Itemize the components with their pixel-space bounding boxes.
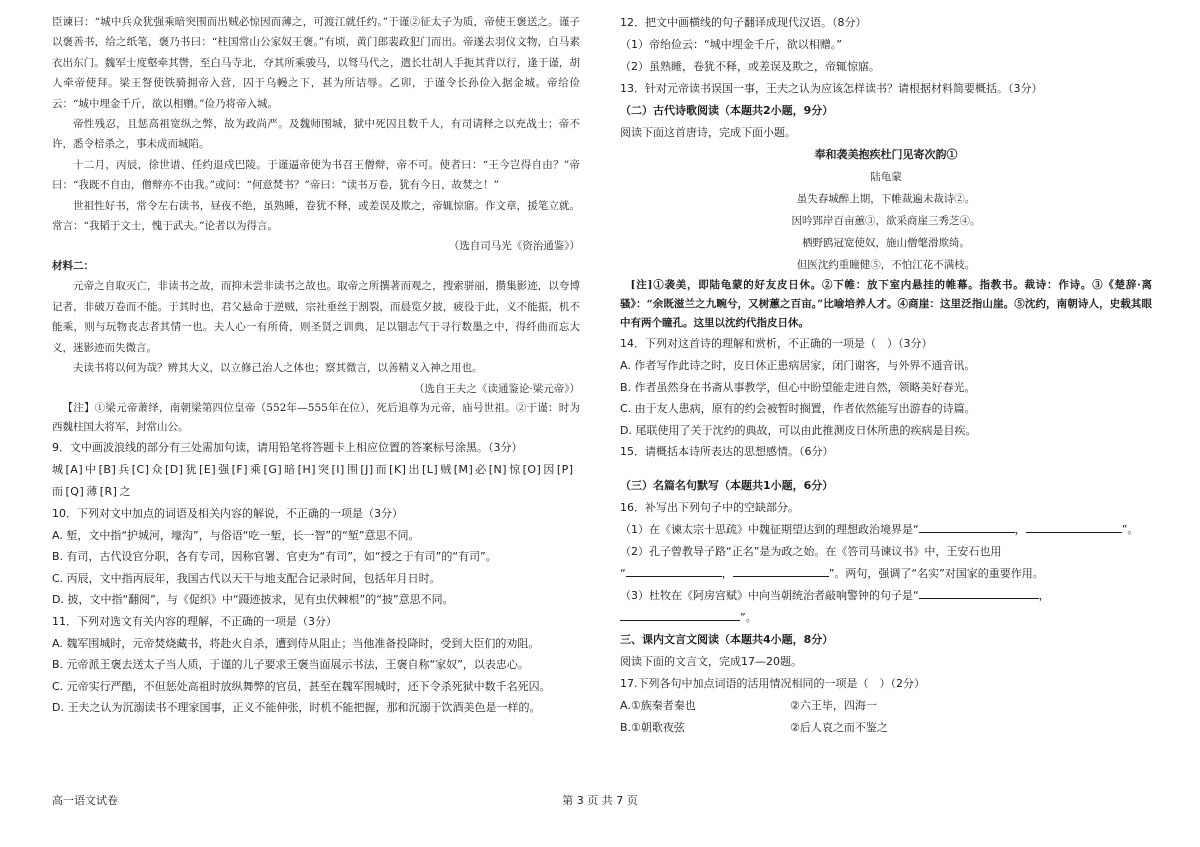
source-citation-1: （选自司马光《资治通鉴》）: [448, 240, 580, 253]
q9-char: 兵: [118, 462, 130, 476]
question-15: 15．请概括本诗所表达的思想感情。（6分）: [620, 445, 834, 458]
q16-3-end: ”。: [740, 611, 757, 624]
q9-option-mark[interactable]: [B]: [98, 462, 117, 476]
blank-input[interactable]: [626, 564, 722, 577]
poem-title: 奉和袭美抱疾杜门见寄次韵①: [814, 148, 958, 161]
blank-input[interactable]: [620, 608, 740, 621]
q9-char: 而: [375, 462, 388, 476]
poem-line-4: 但医沈约重瞳健⑤，不怕江花不满枝。: [796, 259, 976, 271]
question-11: 11．下列对选文有关内容的理解，不正确的一项是（3分）: [52, 614, 337, 628]
q9-option-mark[interactable]: [I]: [331, 462, 345, 476]
q17-b-1: B.①朝歌夜弦: [620, 721, 685, 734]
section-classical-heading: 三、课内文言文阅读（本题共4小题，8分）: [620, 633, 834, 646]
q9-char: 围: [346, 462, 359, 476]
material-two-heading: 材料二：: [52, 260, 94, 273]
q9-option-mark[interactable]: [K]: [389, 462, 407, 476]
q9-option-mark[interactable]: [C]: [131, 462, 150, 476]
q9-char: 惊: [509, 462, 521, 476]
q9-char: 而: [52, 484, 64, 498]
classical-instruction: 阅读下面的文言文，完成17—20题。: [620, 655, 802, 668]
question-11-option-a: A. 魏军围城时，元帝焚烧藏书，将赴火自杀，遭到侍从阻止；当他准备投降时，受到大臣们的劝阻。: [52, 636, 540, 650]
q9-char: 出: [408, 462, 420, 476]
poem-annotation: [注]①袭美，即陆龟蒙的好友皮日休。②下帷：放下室内悬挂的帷幕。指教书。裁诗：作诗。③《楚辞·离骚》：“余既滋兰之九畹兮，又树蕙之百亩。”比喻培养人才。④商崖：这里泛指山崖。⑤沈约，南朝诗人，史载其眼中有两个瞳孔。这里以沈约代指皮日休。: [620, 279, 1152, 329]
question-10-option-c: C. 丙辰，文中指丙辰年，我国古代以天干与地支配合记录时间，包括年月日时。: [52, 571, 441, 585]
blank-input[interactable]: [733, 564, 829, 577]
q9-option-mark[interactable]: [E]: [199, 462, 217, 476]
q9-option-mark[interactable]: [N]: [488, 462, 508, 476]
q16-2-comma: ，: [721, 567, 733, 580]
q9-option-mark[interactable]: [M]: [453, 462, 474, 476]
q9-char: 因: [543, 462, 555, 476]
question-10: 10．下列对文中加点的词语及相关内容的解说，不正确的一项是（3分）: [52, 506, 403, 520]
question-16-item-2a: （2）孔子曾教导子路“正名”是为政之始。在《答司马谏议书》中，王安石也用: [620, 545, 1002, 558]
q16-2-end: ”。两句，强调了“名实”对国家的重要作用。: [828, 567, 1044, 580]
question-16-item-2b: [620, 563, 1152, 585]
poem-author: 陆龟蒙: [870, 171, 902, 183]
q9-char: 城: [52, 462, 64, 476]
q9-option-mark[interactable]: [A]: [65, 462, 84, 476]
section-poetry-heading: （二）古代诗歌阅读（本题共2小题，9分）: [620, 104, 834, 117]
left-column: [52, 12, 580, 719]
poetry-instruction: 阅读下面这首唐诗，完成下面小题。: [620, 126, 796, 139]
q9-option-mark[interactable]: [J]: [360, 462, 374, 476]
q9-option-mark[interactable]: [H]: [297, 462, 317, 476]
question-10-option-b: B. 有司，古代设官分职，各有专司，因称官署、官吏为“有司”，如“授之于有司”的“有司”。: [52, 550, 497, 563]
question-16-item-1: [620, 519, 1152, 541]
q9-char: 乘: [250, 462, 262, 476]
q9-option-mark[interactable]: [G]: [263, 462, 283, 476]
q9-char: 犹: [185, 462, 198, 476]
footer-page-number: 第 3 页 共 7 页: [562, 794, 638, 807]
q9-option-mark[interactable]: [Q]: [65, 484, 85, 498]
q16-1-comma: ，: [1014, 523, 1026, 536]
blank-input[interactable]: [919, 520, 1015, 533]
question-17: 17.下列各句中加点词语的活用情况相同的一项是（ ）（2分）: [620, 677, 925, 690]
question-14-option-a: A. 作者写作此诗之时，皮日休正患病居家，闭门谢客，与外界不通音讯。: [620, 359, 976, 372]
q9-option-mark[interactable]: [O]: [522, 462, 542, 476]
right-column: [620, 12, 1152, 739]
question-16-item-3: [620, 585, 1152, 629]
q9-char: 众: [151, 462, 164, 476]
question-14: 14．下列对这首诗的理解和赏析，不正确的一项是（ ）（3分）: [620, 337, 933, 350]
material-one-paragraph-3: 十二月，丙辰，徐世谱、任约退戍巴陵。于谨逼帝使为书召王僧辩，帝不可。使者曰：“王今岂得自由？”帝曰：“我既不自由，僧辩亦不由我。”或问：“何意焚书？”帝曰：“读书万卷，犹有今日，故焚之！”: [52, 158, 580, 192]
q9-char: 强: [218, 462, 230, 476]
material-two-paragraph-1: 元帝之自取灭亡，非读书之故，而抑未尝非读书之故也。取帝之所撰著而观之，搜索骈丽，攒集影迹，以夸博记者，非破万卷而不能。于其时也，君父悬命于逆贼，宗社垂丝于割裂，而晨览夕披，疲役于此，义不能振，机不能乘，则与玩物丧志者其情一也。夫人心一有所倚，则圣贤之训典，足以锢志气于寻行数墨之中，得纤曲而忘大义，迷影迹而失微言。: [52, 280, 580, 354]
q17-a-1: A.①族秦者秦也: [620, 699, 696, 712]
question-9: 9．文中画波浪线的部分有三处需加句读，请用铅笔将答题卡上相应位置的答案标号涂黑。（3分）: [52, 440, 523, 454]
question-10-option-a: A. 堑，文中指“护城河，壕沟”，与俗语“吃一堑，长一智”的“堑”意思不同。: [52, 528, 420, 542]
question-11-option-b: B. 元帝派王褒去送太子当人质，于谨的儿子要求王褒当面展示书法，王褒自称“家奴”，以表忠心。: [52, 658, 529, 671]
question-17-option-a: [620, 695, 1152, 717]
source-citation-2: （选自王夫之《读通鉴论·梁元帝》）: [413, 382, 580, 395]
question-12-sentence-1: （1）帝绐俭云：“城中埋金千斤，欲以相赠。”: [620, 38, 842, 51]
question-9-punctuation-options[interactable]: [52, 459, 580, 503]
q9-char: 薄: [86, 484, 98, 498]
q9-char: 必: [475, 462, 487, 476]
q9-option-mark[interactable]: [F]: [231, 462, 249, 476]
question-10-option-d: D. 披，文中指“翻阅”，与《促织》中“蹑迹披求，见有虫伏棘根”的“披”意思不同。: [52, 593, 454, 606]
poem-line-3: 栖野鸥冠宽使奴，施山僧氅滑欺绮。: [802, 237, 970, 249]
question-11-option-d: D. 王夫之认为沉溺读书不理家国事，正义不能伸张，时机不能把握，那和沉溺于饮酒美色是一样的。: [52, 701, 541, 714]
q16-3-comma: ，: [1038, 589, 1050, 602]
question-16: 16．补写出下列句子中的空缺部分。: [620, 501, 799, 514]
q16-1-end: ”。: [1121, 523, 1139, 536]
q9-option-mark[interactable]: [R]: [99, 484, 118, 498]
q9-char: 突: [318, 462, 330, 476]
blank-input[interactable]: [919, 586, 1039, 599]
question-14-option-d: D. 尾联使用了关于沈约的典故，可以由此推测皮日休所患的疾病是目疾。: [620, 423, 977, 437]
poem-line-2: 因吟郢岸百亩蕙③，欲采商崖三秀芝④。: [791, 215, 981, 227]
material-one-paragraph-1: 臣谏曰：“城中兵众犹强乘暗突围而出贼必惊因而薄之，可渡江就任约。”于谨②征太子为质，帝使王褒送之。谨子以褒善书，给之纸笔，褒乃书曰：“柱国常山公家奴王褒。”有顷，黄门郎裴政犯门而出。帝遂去羽仪文物，白马素衣出东门。魏军士度壑牵其辔，至白马寺北，夺其所乘骏马，以驽马代之，遣长壮胡人手扼其背以行，逢于谨，胡人牵帝使拜。梁王詧使铁骑拥帝入营，囚于乌幔之下，甚为所诘辱。乙卯，于谨令长孙俭入据金城。帝给俭云：“城中埋金千斤，欲以相赠。”俭乃将帝入城。: [52, 16, 580, 110]
question-12-sentence-2: （2）虽熟睡，卷犹不释，或差误及欺之，帝辄惊寤。: [620, 60, 880, 73]
q9-option-mark[interactable]: [D]: [165, 462, 184, 476]
question-17-option-b: [620, 717, 1152, 739]
q17-b-2: ②后人哀之而不鉴之: [790, 721, 888, 734]
question-14-option-b: B. 作者虽然身在书斋从事教学，但心中盼望能走进自然，领略美好春光。: [620, 380, 976, 394]
annotation-note: 【注】①梁元帝萧绎，南朝梁第四位皇帝（552年—555年在位），死后追尊为元帝，庙号世祖。②于谨：时为西魏柱国大将军，封常山公。: [52, 401, 580, 433]
section-memorization-heading: （三）名篇名句默写（本题共1小题，6分）: [620, 479, 834, 492]
question-12: 12．把文中画横线的句子翻译成现代汉语。（8分）: [620, 16, 867, 29]
q9-char: 贼: [440, 462, 452, 476]
material-one-paragraph-2: 帝性残忍，且惩高祖宽纵之弊，故为政尚严。及魏师围城，狱中死囚且数千人，有司请释之以充战士；帝不许，悉令棓杀之，事未成而城陷。: [52, 118, 580, 151]
material-one-paragraph-4: 世祖性好书，常令左右读书，昼夜不绝，虽熟睡，卷犹不释，或差误及欺之，帝辄惊寤。作文章，援笔立就。常言：“我韬于文士，愧于武夫。”论者以为得言。: [52, 199, 580, 233]
q16-2-open: “: [620, 567, 626, 580]
poem-line-1: 虽失春城醉上期，下帷裁遍未裁诗②。: [796, 193, 976, 205]
question-13: 13．针对元帝读书误国一事，王夫之认为应该怎样读书？请根据材料简要概括。（3分）: [620, 82, 1043, 95]
footer-subject: 高一语文试卷: [52, 794, 118, 807]
q9-char: 暗: [284, 462, 296, 476]
material-two-paragraph-2: 夫读书将以何为哉？辨其大义，以立修己治人之体也；察其微言，以善精义入神之用也。: [73, 362, 483, 375]
q16-1-text: （1）在《谏太宗十思疏》中魏征期望达到的理想政治境界是“: [620, 523, 919, 536]
q9-option-mark[interactable]: [L]: [421, 462, 439, 476]
q9-char: 中: [85, 462, 97, 476]
q17-a-2: ②六王毕，四海一: [790, 699, 877, 712]
question-11-option-c: C. 元帝实行严酷，不但惩处高祖时放纵舞弊的官员，甚至在魏军围城时，还下令杀死狱中数千名死囚。: [52, 679, 551, 693]
q9-option-mark[interactable]: [P]: [556, 462, 574, 476]
blank-input[interactable]: [1026, 520, 1122, 533]
q16-3-text: （3）杜牧在《阿房宫赋》中向当朝统治者敲响警钟的句子是“: [620, 589, 919, 602]
q9-char: 之: [119, 484, 131, 498]
question-14-option-c: C. 由于友人患病，原有的约会被暂时搁置，作者依然能写出游春的诗篇。: [620, 402, 976, 415]
